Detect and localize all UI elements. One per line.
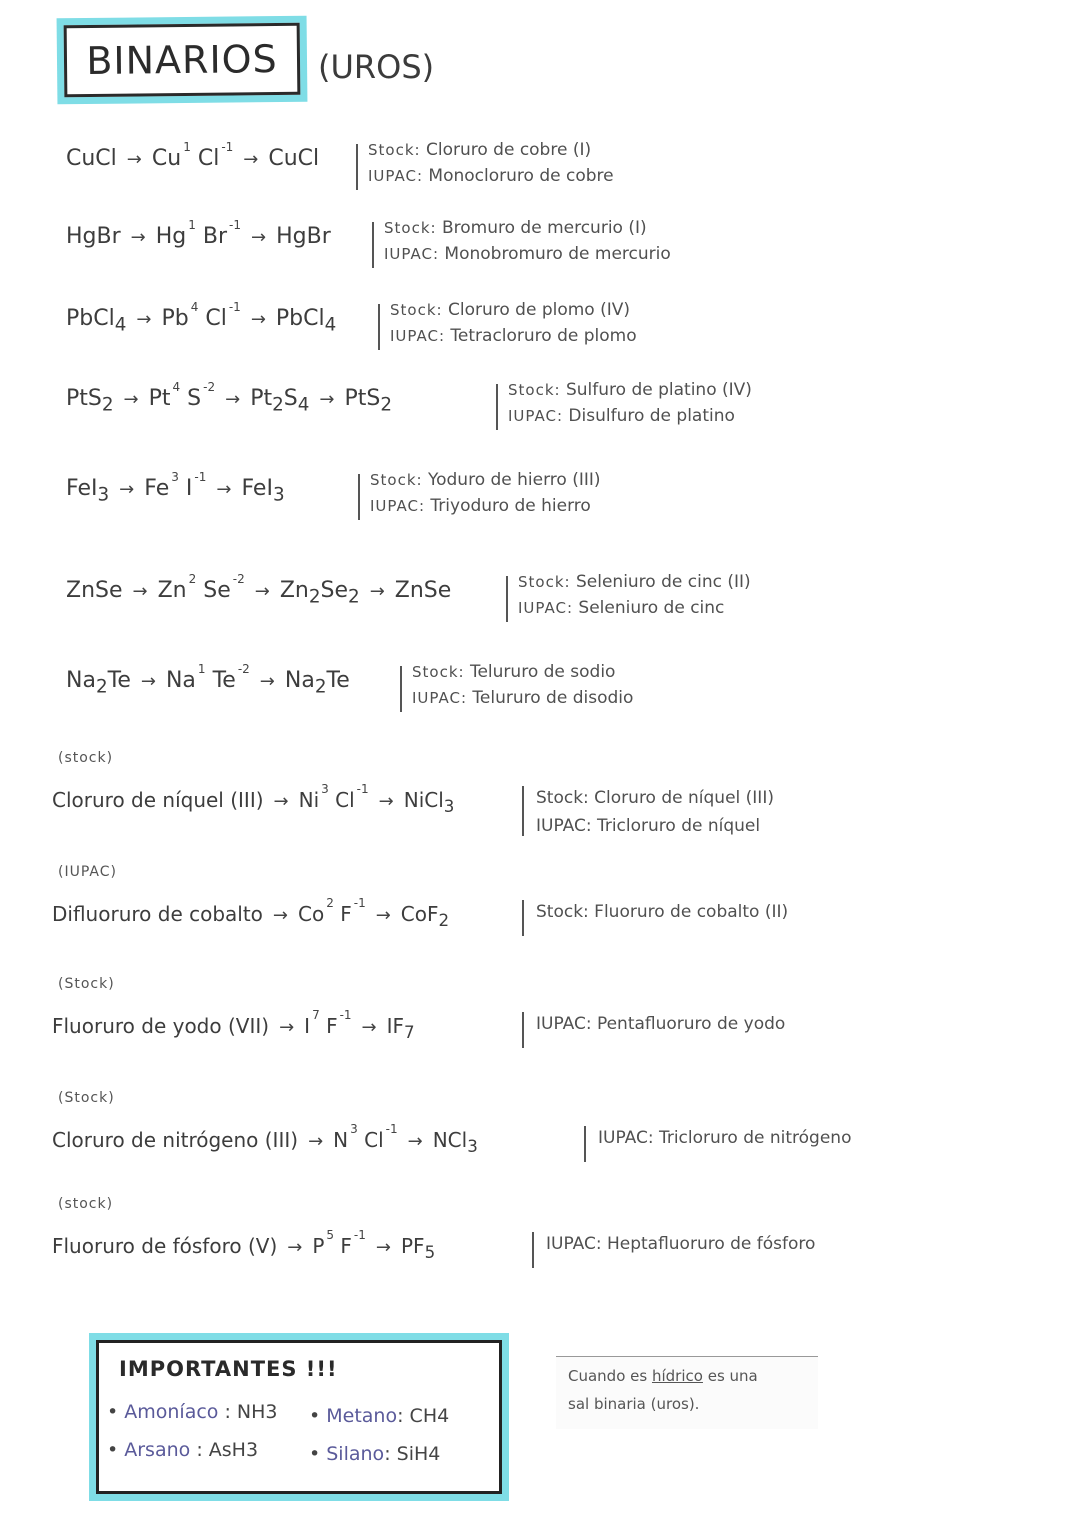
divider bbox=[506, 576, 508, 622]
formula: FeI$_3$ bbox=[66, 476, 110, 506]
iupac-name: IUPAC: Tetracloruro de plomo bbox=[390, 326, 637, 346]
arrow-icon: → bbox=[225, 389, 241, 410]
ion: P $^5$ bbox=[312, 1228, 335, 1258]
important-item: • Metano: CH4 bbox=[309, 1405, 450, 1427]
important-box bbox=[96, 1340, 502, 1494]
nomenclature-tag: (IUPAC) bbox=[58, 864, 117, 880]
formula: PbCl$_4$ bbox=[66, 306, 127, 336]
arrow-icon: → bbox=[123, 389, 139, 410]
arrow-icon: → bbox=[132, 581, 148, 602]
arrow-icon: → bbox=[319, 389, 335, 410]
compound-name: Difluoruro de cobalto bbox=[52, 902, 263, 926]
arrow-icon: → bbox=[259, 671, 275, 692]
formula-step: $Na_2Te$ bbox=[284, 668, 350, 698]
compound-row bbox=[66, 140, 320, 171]
oxidation-number: 4 bbox=[172, 380, 181, 394]
formula: ZnSe bbox=[66, 578, 123, 603]
iupac-name: IUPAC: Monocloruro de cobre bbox=[368, 166, 614, 186]
divider bbox=[372, 222, 374, 268]
ion: F $^{-1}$ bbox=[326, 1008, 352, 1038]
nomenclature-tag: (stock) bbox=[58, 750, 114, 766]
oxidation-number: 1 bbox=[183, 140, 191, 154]
ion: F $^{-1}$ bbox=[340, 1228, 366, 1258]
name-to-formula-row bbox=[52, 1122, 478, 1156]
arrow-icon: → bbox=[369, 581, 385, 602]
divider bbox=[522, 786, 524, 836]
arrow-icon: → bbox=[130, 227, 146, 248]
ion: Br $^{-1}$ bbox=[202, 218, 242, 249]
oxidation-number: 2 bbox=[188, 572, 197, 586]
formula-step: ZnSe bbox=[394, 578, 452, 603]
result-formula: $IF_7$ bbox=[386, 1014, 415, 1042]
name-to-formula-row bbox=[52, 1228, 436, 1262]
oxidation-number: -1 bbox=[221, 140, 234, 154]
formula-step: FeI$_3$ bbox=[241, 476, 285, 506]
formula: HgBr bbox=[66, 224, 121, 249]
ion: Cl $^{-1}$ bbox=[197, 140, 234, 171]
nomenclature-tag: (Stock) bbox=[58, 1090, 115, 1106]
arrow-icon: → bbox=[243, 149, 259, 170]
name-to-formula-row bbox=[52, 896, 450, 930]
ion: I $^{-1}$ bbox=[185, 470, 207, 501]
result-formula: CoF$_2$ bbox=[400, 902, 450, 930]
important-title: IMPORTANTES !!! bbox=[119, 1357, 338, 1381]
compound-row bbox=[66, 662, 350, 698]
ion: Cl $^{-1}$ bbox=[205, 300, 241, 331]
oxidation-number: 3 bbox=[171, 470, 179, 484]
divider bbox=[400, 666, 402, 712]
formula-step: PbCl$_4$ bbox=[275, 306, 337, 336]
compound-name: Cloruro de níquel (III) bbox=[52, 788, 264, 812]
arrow-icon: → bbox=[287, 1237, 303, 1258]
note-line-2: sal binaria (uros). bbox=[568, 1395, 700, 1413]
oxidation-number: -1 bbox=[229, 218, 242, 232]
formula-step: $Pt_2S_4$ bbox=[250, 386, 310, 416]
title-box bbox=[64, 23, 301, 97]
formula-step: PtS$_2$ bbox=[344, 386, 393, 416]
oxidation-number: -2 bbox=[203, 380, 216, 394]
oxidation-number: 7 bbox=[312, 1008, 320, 1022]
compound-alt-name: IUPAC: Tricloruro de nitrógeno bbox=[598, 1128, 852, 1148]
important-item: • Amoníaco : NH3 bbox=[107, 1401, 278, 1423]
stock-name: Stock: Telururo de sodio bbox=[412, 662, 616, 682]
arrow-icon: → bbox=[361, 1017, 377, 1038]
compound-name: Fluoruro de yodo (VII) bbox=[52, 1014, 270, 1038]
arrow-icon: → bbox=[251, 227, 267, 248]
arrow-icon: → bbox=[407, 1131, 423, 1152]
arrow-icon: → bbox=[308, 1131, 324, 1152]
result-formula: $PF_5$ bbox=[400, 1234, 436, 1262]
divider bbox=[522, 1012, 524, 1048]
iupac-name: IUPAC: Seleniuro de cinc bbox=[518, 598, 725, 618]
important-item: • Arsano : AsH3 bbox=[107, 1439, 259, 1461]
divider bbox=[356, 144, 358, 190]
name-to-formula-row bbox=[52, 1008, 415, 1042]
arrow-icon: → bbox=[119, 479, 135, 500]
name-to-formula-row bbox=[52, 782, 455, 816]
note-keyword: hídrico bbox=[651, 1367, 703, 1385]
compound-row bbox=[66, 572, 452, 608]
ion: Na $^1$ bbox=[165, 662, 206, 693]
formula-step: $Zn_2Se_2$ bbox=[279, 578, 360, 608]
page-subtitle: (UROS) bbox=[318, 48, 435, 86]
result-formula: NCl$_3$ bbox=[432, 1128, 478, 1156]
oxidation-number: 3 bbox=[321, 782, 329, 796]
oxidation-number: 2 bbox=[326, 896, 334, 910]
page-title: BINARIOS bbox=[86, 36, 278, 84]
stock-name: Stock: Seleniuro de cinc (II) bbox=[518, 572, 751, 592]
stock-name: Stock: Sulfuro de platino (IV) bbox=[508, 380, 752, 400]
divider bbox=[532, 1232, 534, 1268]
iupac-name: IUPAC: Monobromuro de mercurio bbox=[384, 244, 671, 264]
nomenclature-tag: (Stock) bbox=[58, 976, 115, 992]
arrow-icon: → bbox=[273, 791, 289, 812]
stock-name: Stock: Bromuro de mercurio (I) bbox=[384, 218, 647, 238]
arrow-icon: → bbox=[216, 479, 232, 500]
ion: Fe $^3$ bbox=[144, 470, 179, 501]
arrow-icon: → bbox=[279, 1017, 295, 1038]
oxidation-number: -2 bbox=[237, 662, 250, 676]
oxidation-number: -1 bbox=[385, 1122, 398, 1136]
note-line-1: Cuando es hídrico es una bbox=[568, 1367, 758, 1385]
compound-name: Fluoruro de fósforo (V) bbox=[52, 1234, 278, 1258]
ion: S $^{-2}$ bbox=[187, 380, 216, 411]
formula-step: HgBr bbox=[276, 224, 331, 249]
arrow-icon: → bbox=[126, 149, 142, 170]
arrow-icon: → bbox=[254, 581, 270, 602]
result-formula: NiCl$_3$ bbox=[403, 788, 455, 816]
compound-row bbox=[66, 300, 337, 336]
ion: Se $^{-2}$ bbox=[203, 572, 245, 603]
ion: Zn $^2$ bbox=[157, 572, 197, 603]
formula: PtS$_2$ bbox=[66, 386, 114, 416]
arrow-icon: → bbox=[272, 905, 289, 926]
compound-alt-name: IUPAC: Tricloruro de níquel bbox=[536, 816, 761, 836]
oxidation-number: -1 bbox=[353, 896, 366, 910]
oxidation-number: 1 bbox=[188, 218, 196, 232]
divider bbox=[358, 474, 360, 520]
ion: F $^{-1}$ bbox=[340, 896, 366, 926]
divider bbox=[496, 384, 498, 430]
compound-alt-name: Stock: Fluoruro de cobalto (II) bbox=[536, 902, 789, 922]
arrow-icon: → bbox=[378, 791, 394, 812]
ion: Hg $^1$ bbox=[155, 218, 196, 249]
oxidation-number: -1 bbox=[353, 1228, 366, 1242]
ion: N $^3$ bbox=[333, 1122, 358, 1152]
ion: Pb $^4$ bbox=[161, 300, 199, 331]
divider bbox=[522, 900, 524, 936]
ion: Te $^{-2}$ bbox=[212, 662, 250, 693]
oxidation-number: 5 bbox=[326, 1228, 335, 1242]
ion: I $^7$ bbox=[304, 1008, 320, 1038]
ion: Cu $^1$ bbox=[151, 140, 191, 171]
oxidation-number: 1 bbox=[197, 662, 206, 676]
compound-alt-name: IUPAC: Pentafluoruro de yodo bbox=[536, 1014, 786, 1034]
side-note bbox=[556, 1356, 818, 1429]
arrow-icon: → bbox=[375, 1237, 391, 1258]
compound-row bbox=[66, 380, 393, 416]
iupac-name: IUPAC: Telururo de disodio bbox=[412, 688, 634, 708]
arrow-icon: → bbox=[140, 671, 156, 692]
iupac-name: IUPAC: Disulfuro de platino bbox=[508, 406, 735, 426]
oxidation-number: -1 bbox=[356, 782, 369, 796]
stock-name: Stock: Cloruro de plomo (IV) bbox=[390, 300, 631, 320]
formula-step: CuCl bbox=[268, 146, 320, 171]
divider bbox=[378, 304, 380, 350]
nomenclature-tag: (stock) bbox=[58, 1196, 114, 1212]
formula: CuCl bbox=[66, 146, 117, 171]
oxidation-number: -2 bbox=[232, 572, 245, 586]
divider bbox=[584, 1126, 586, 1162]
compound-row bbox=[66, 470, 285, 506]
arrow-icon: → bbox=[375, 905, 391, 926]
important-item: • Silano: SiH4 bbox=[309, 1443, 441, 1465]
compound-alt-name: IUPAC: Heptafluoruro de fósforo bbox=[546, 1234, 816, 1254]
stock-name: Stock: Yoduro de hierro (III) bbox=[370, 470, 601, 490]
compound-name: Cloruro de nitrógeno (III) bbox=[52, 1128, 299, 1152]
ion: Co $^2$ bbox=[298, 896, 334, 926]
oxidation-number: -1 bbox=[194, 470, 207, 484]
compound-alt-name: Stock: Cloruro de níquel (III) bbox=[536, 788, 774, 808]
ion: Pt $^4$ bbox=[148, 380, 181, 411]
ion: Cl $^{-1}$ bbox=[364, 1122, 398, 1152]
ion: Ni $^3$ bbox=[298, 782, 329, 812]
compound-row bbox=[66, 218, 331, 249]
oxidation-number: -1 bbox=[228, 300, 241, 314]
ion: Cl $^{-1}$ bbox=[335, 782, 369, 812]
oxidation-number: -1 bbox=[339, 1008, 352, 1022]
formula: $Na_2Te$ bbox=[66, 668, 131, 698]
iupac-name: IUPAC: Triyoduro de hierro bbox=[370, 496, 591, 516]
stock-name: Stock: Cloruro de cobre (I) bbox=[368, 140, 592, 160]
oxidation-number: 3 bbox=[350, 1122, 358, 1136]
arrow-icon: → bbox=[250, 309, 266, 330]
oxidation-number: 4 bbox=[190, 300, 199, 314]
arrow-icon: → bbox=[136, 309, 152, 330]
